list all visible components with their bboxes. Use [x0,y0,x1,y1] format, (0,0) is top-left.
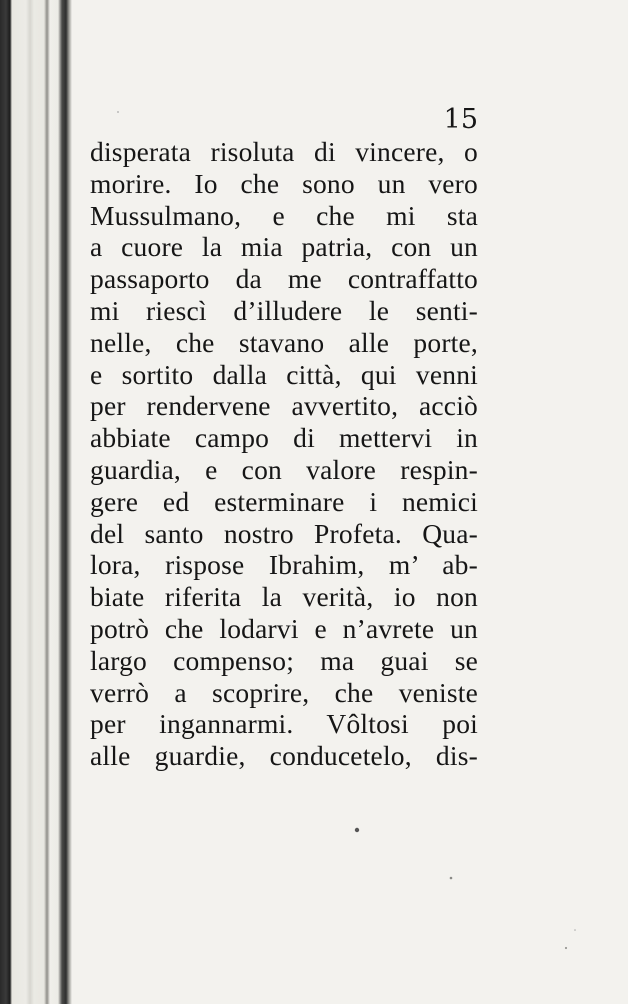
text-line: passaporto da me contraffatto [90,263,478,295]
text-line: nelle, che stavano alle porte, [90,326,478,358]
text-line: per ingannarmi. Vôltosi poi [90,708,478,740]
text-line: lora, rispose Ibrahim, m’ ab- [90,549,478,581]
page-number: 15 [443,104,478,135]
text-line: largo compenso; ma guai se [90,644,478,676]
text-line: mi riescì d’illudere le senti- [90,294,478,326]
text-line: verrò a scoprire, che veniste [90,676,478,708]
text-line: guardia, e con valore respin- [90,453,478,485]
book-binding-edge [0,0,72,1004]
text-line: alle guardie, conducetelo, dis- [90,740,478,772]
text-line: abbiate campo di mettervi in [90,422,478,454]
text-line: del santo nostro Profeta. Qua- [90,517,478,549]
text-line: a cuore la mia patria, con un [90,231,478,263]
text-line: per rendervene avvertito, acciò [90,390,478,422]
text-line: potrò che lodarvi e n’avrete un [90,612,478,644]
text-line: e sortito dalla città, qui venni [90,358,478,390]
text-line: disperata risoluta di vincere, o [90,136,478,167]
text-line: biate riferita la verità, io non [90,581,478,613]
body-text [90,136,478,772]
book-page [72,0,628,1004]
text-line: Mussulmano, e che mi sta [90,199,478,231]
text-line: gere ed esterminare i nemici [90,485,478,517]
text-line: morire. Io che sono un vero [90,167,478,199]
